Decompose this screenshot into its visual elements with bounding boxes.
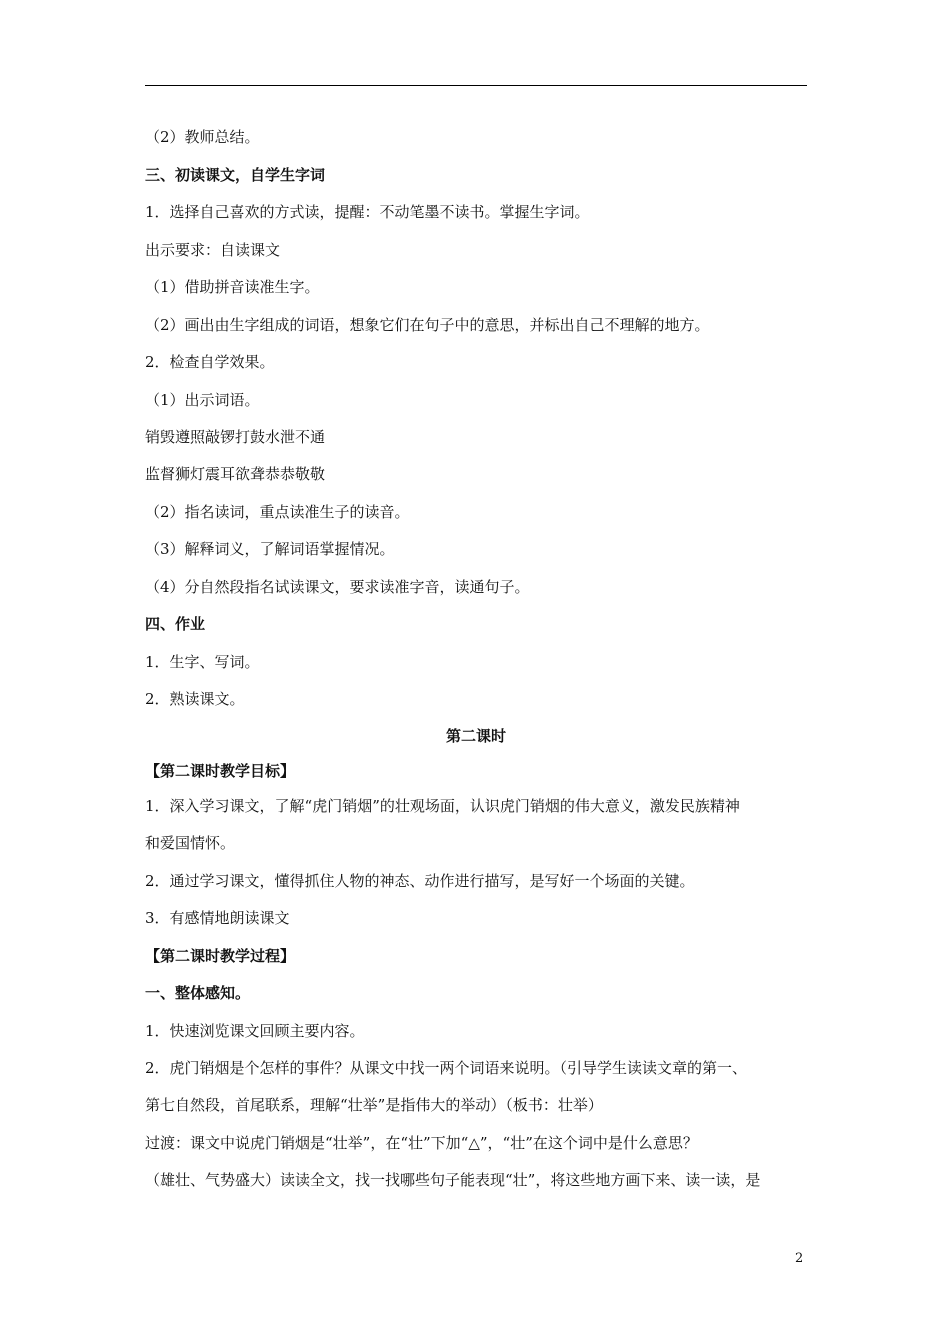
text-line: 1．深入学习课文，了解“虎门销烟”的壮观场面，认识虎门销烟的伟大意义，激发民族精神 <box>145 797 740 815</box>
section-heading: 三、初读课文，自学生字词 <box>145 166 326 184</box>
section-heading: 一、整体感知。 <box>145 984 251 1002</box>
text-line: 和爱国情怀。 <box>145 834 236 852</box>
lesson-title: 第二课时 <box>445 727 506 745</box>
text-line: 3．有感情地朗读课文 <box>145 909 290 927</box>
vocabulary-line: 监督狮灯震耳欲聋恭恭敬敬 <box>145 465 326 483</box>
vocabulary-line: 销毁遵照敲锣打鼓水泄不通 <box>145 428 326 446</box>
text-line: （2）画出由生字组成的词语，想象它们在句子中的意思，并标出自己不理解的地方。 <box>145 316 710 334</box>
text-line: 2．熟读课文。 <box>145 690 245 708</box>
text-line: （1）借助拼音读准生字。 <box>145 278 320 296</box>
text-line: （2）指名读词，重点读准生子的读音。 <box>145 503 410 521</box>
text-line: 2．虎门销烟是个怎样的事件？从课文中找一两个词语来说明。（引导学生读读文章的第一、 <box>145 1059 748 1077</box>
text-line: 1．选择自己喜欢的方式读，提醒：不动笔墨不读书。掌握生字词。 <box>145 203 590 221</box>
text-line: 出示要求：自读课文 <box>145 241 281 259</box>
text-line: 第七自然段，首尾联系，理解“壮举”是指伟大的举动）（板书：壮举） <box>145 1096 603 1114</box>
section-heading: 【第二课时教学过程】 <box>145 947 296 965</box>
text-line: （2）教师总结。 <box>145 128 260 146</box>
text-line: 1．生字、写词。 <box>145 653 260 671</box>
page-number: 2 <box>795 1251 804 1266</box>
text-line: （1）出示词语。 <box>145 391 260 409</box>
text-line: （雄壮、气势盛大）读读全文，找一找哪些句子能表现“壮”，将这些地方画下来、读一读，是 <box>145 1171 761 1189</box>
text-line: 过渡：课文中说虎门销烟是“壮举”，在“壮”下加“△”，“壮”在这个词中是什么意思？ <box>145 1134 698 1152</box>
text-line: 2．通过学习课文，懂得抓住人物的神态、动作进行描写，是写好一个场面的关键。 <box>145 872 695 890</box>
section-heading: 四、作业 <box>145 615 206 633</box>
text-line: （3）解释词义，了解词语掌握情况。 <box>145 540 395 558</box>
header-rule <box>145 85 807 86</box>
text-line: （4）分自然段指名试读课文，要求读准字音，读通句子。 <box>145 578 530 596</box>
text-line: 1．快速浏览课文回顾主要内容。 <box>145 1022 365 1040</box>
section-heading: 【第二课时教学目标】 <box>145 762 296 780</box>
text-line: 2．检查自学效果。 <box>145 353 275 371</box>
